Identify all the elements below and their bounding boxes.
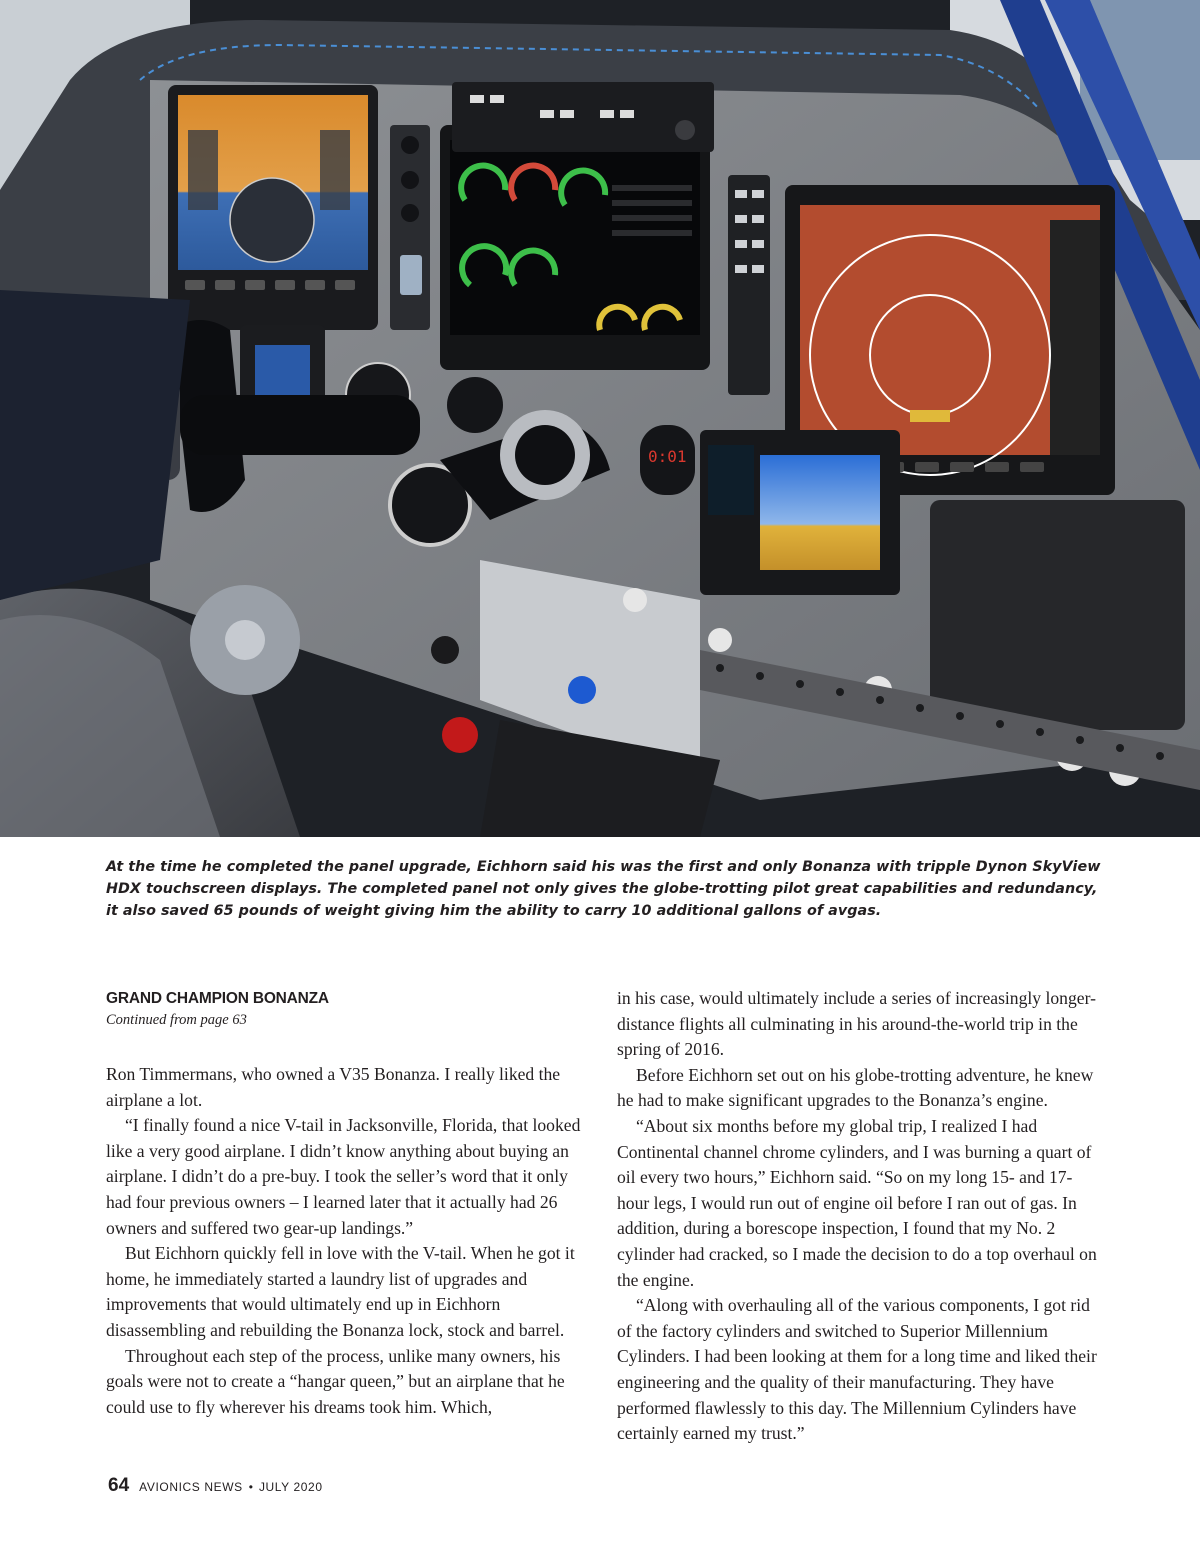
continued-from: Continued from page 63 xyxy=(106,1012,247,1028)
page-footer xyxy=(108,1475,323,1497)
paragraph: But Eichhorn quickly fell in love with the V-tail. When he got it home, he immediately started a laundry list of upgrades and improvements that would ultimately end up in Eichhorn disassembling and rebuilding the Bonanza lock, stock and barrel. xyxy=(106,1243,575,1340)
paragraph: “Along with overhauling all of the various components, I got rid of the factory cylinders and switched to Superior Millennium Cylinders. I had been looking at them for a long time and liked their engineering and the quality of their manufacturing. They have performed flawlessly to this day. The Millennium Cylinders have certainly earned my trust.” xyxy=(617,1295,1097,1444)
paragraph: Throughout each step of the process, unlike many owners, his goals were not to create a “hangar queen,” but an airplane that he could use to fly wherever his dreams took him. Which, xyxy=(106,1345,565,1417)
paragraph: in his case, would ultimately include a series of increasingly longer-distance flights all culminating in his around-the-world trip in the spring of 2016. xyxy=(617,988,1096,1060)
section-title: GRAND CHAMPION BONANZA xyxy=(106,990,329,1007)
paragraph: Before Eichhorn set out on his globe-trotting adventure, he knew he had to make significant upgrades to the Bonanza’s engine. xyxy=(617,1064,1094,1111)
paragraph: Ron Timmermans, who owned a V35 Bonanza. I really liked the airplane a lot. xyxy=(106,1064,561,1110)
page-number: 64 xyxy=(108,1475,130,1496)
separator-dot: • xyxy=(248,1480,253,1494)
paragraph: “About six months before my global trip, I realized I had Continental channel chrome cylinders, and I was burning a quart of oil every two hours,” Eichhorn said. “So on my long 15- and 17-hour legs, I would run out of engine oil before I ran out of gas. In addition, during a borescope inspection, I found that my No. 2 cylinder had cracked, so I made the decision to do a top overhaul on the engine. xyxy=(617,1115,1097,1290)
article-column-2 xyxy=(617,986,1097,1447)
publication-name: AVIONICS NEWS xyxy=(139,1480,243,1494)
svg-text:0:01: 0:01 xyxy=(648,447,687,466)
issue-date: JULY 2020 xyxy=(258,1480,323,1494)
paragraph: “I finally found a nice V-tail in Jacksonville, Florida, that looked like a very good airplane. I didn’t know anything about buying an airplane. I didn’t do a pre-buy. I took the seller’s word that it only had four previous owners – I learned later that it actually had 26 owners and suffered two gear-up landings.” xyxy=(106,1115,581,1238)
article-column-1 xyxy=(106,1062,586,1420)
photo-caption: At the time he completed the panel upgrade, Eichhorn said his was the first and only Bonanza with tripple Dynon SkyView HDX touchscreen displays. The completed panel not only gives the globe-trotting pilot great capabilities and redundancy, it also saved 65 pounds of weight giving him the ability to carry 10 additional gallons of avgas. xyxy=(106,859,1101,919)
